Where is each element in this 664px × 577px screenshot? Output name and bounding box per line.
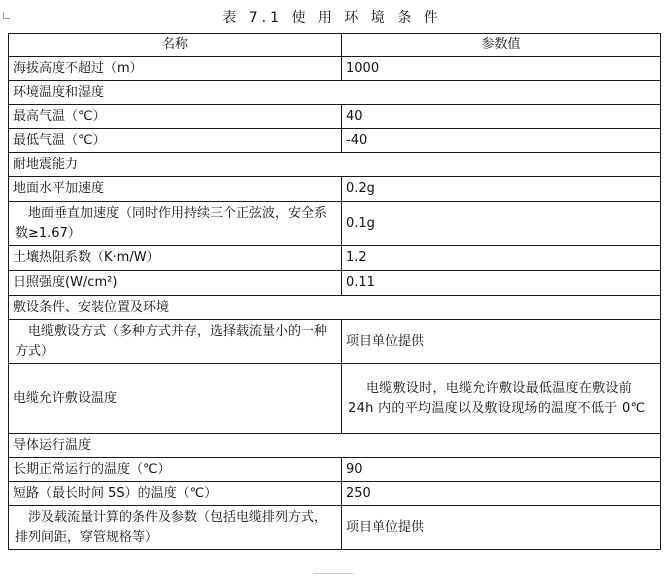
section-row <box>9 81 661 105</box>
section-row <box>9 434 661 458</box>
table-row <box>9 177 661 202</box>
table-caption: 表 7.1 使 用 环 境 条 件 <box>222 10 442 26</box>
table-header-row <box>9 34 661 57</box>
table-row <box>9 105 661 129</box>
table-row <box>9 320 661 364</box>
section-row <box>9 153 661 177</box>
row-value: 0.2g <box>342 177 661 202</box>
environment-conditions-table <box>8 33 661 550</box>
row-value: 项目单位提供 <box>342 320 661 364</box>
row-name: 最高气温（℃） <box>9 105 342 129</box>
header-value: 参数值 <box>342 34 661 57</box>
table-row <box>9 506 661 550</box>
row-name: 地面垂直加速度（同时作用持续三个正弦波，安全系数≥1.67） <box>9 202 342 246</box>
table-row <box>9 202 661 246</box>
row-value: -40 <box>342 129 661 153</box>
row-value: 250 <box>342 482 661 506</box>
row-value: 1000 <box>342 57 661 81</box>
row-name: 电缆敷设方式（多种方式并存，选择载流量小的一种方式） <box>9 320 342 364</box>
row-value: 40 <box>342 105 661 129</box>
table-row <box>9 246 661 271</box>
section-title: 敷设条件、安装位置及环境 <box>9 296 661 320</box>
row-name: 电缆允许敷设温度 <box>9 364 342 434</box>
row-value: 90 <box>342 458 661 482</box>
row-name: 海拔高度不超过（m） <box>9 57 342 81</box>
section-title: 导体运行温度 <box>9 434 661 458</box>
row-name: 长期正常运行的温度（℃） <box>9 458 342 482</box>
row-value: 0.11 <box>342 271 661 296</box>
section-title: 耐地震能力 <box>9 153 661 177</box>
table-row <box>9 129 661 153</box>
row-value: 电缆敷设时，电缆允许敷设最低温度在敷设前 24h 内的平均温度以及敷设现场的温度不低于 0℃ <box>342 364 661 434</box>
table-row <box>9 57 661 81</box>
row-name: 涉及载流量计算的条件及参数（包括电缆排列方式，排列间距，穿管规格等） <box>9 506 342 550</box>
row-value: 项目单位提供 <box>342 506 661 550</box>
page-bottom-mark <box>313 573 353 574</box>
section-row <box>9 296 661 320</box>
table-row <box>9 271 661 296</box>
section-title: 环境温度和湿度 <box>9 81 661 105</box>
table-row <box>9 458 661 482</box>
row-name: 地面水平加速度 <box>9 177 342 202</box>
row-name: 土壤热阻系数（K·m/W） <box>9 246 342 271</box>
row-name: 最低气温（℃） <box>9 129 342 153</box>
row-name: 日照强度(W/cm²) <box>9 271 342 296</box>
row-name: 短路（最长时间 5S）的温度（℃） <box>9 482 342 506</box>
header-name: 名称 <box>9 34 342 57</box>
table-row <box>9 482 661 506</box>
row-value: 1.2 <box>342 246 661 271</box>
row-value: 0.1g <box>342 202 661 246</box>
table-row <box>9 364 661 434</box>
